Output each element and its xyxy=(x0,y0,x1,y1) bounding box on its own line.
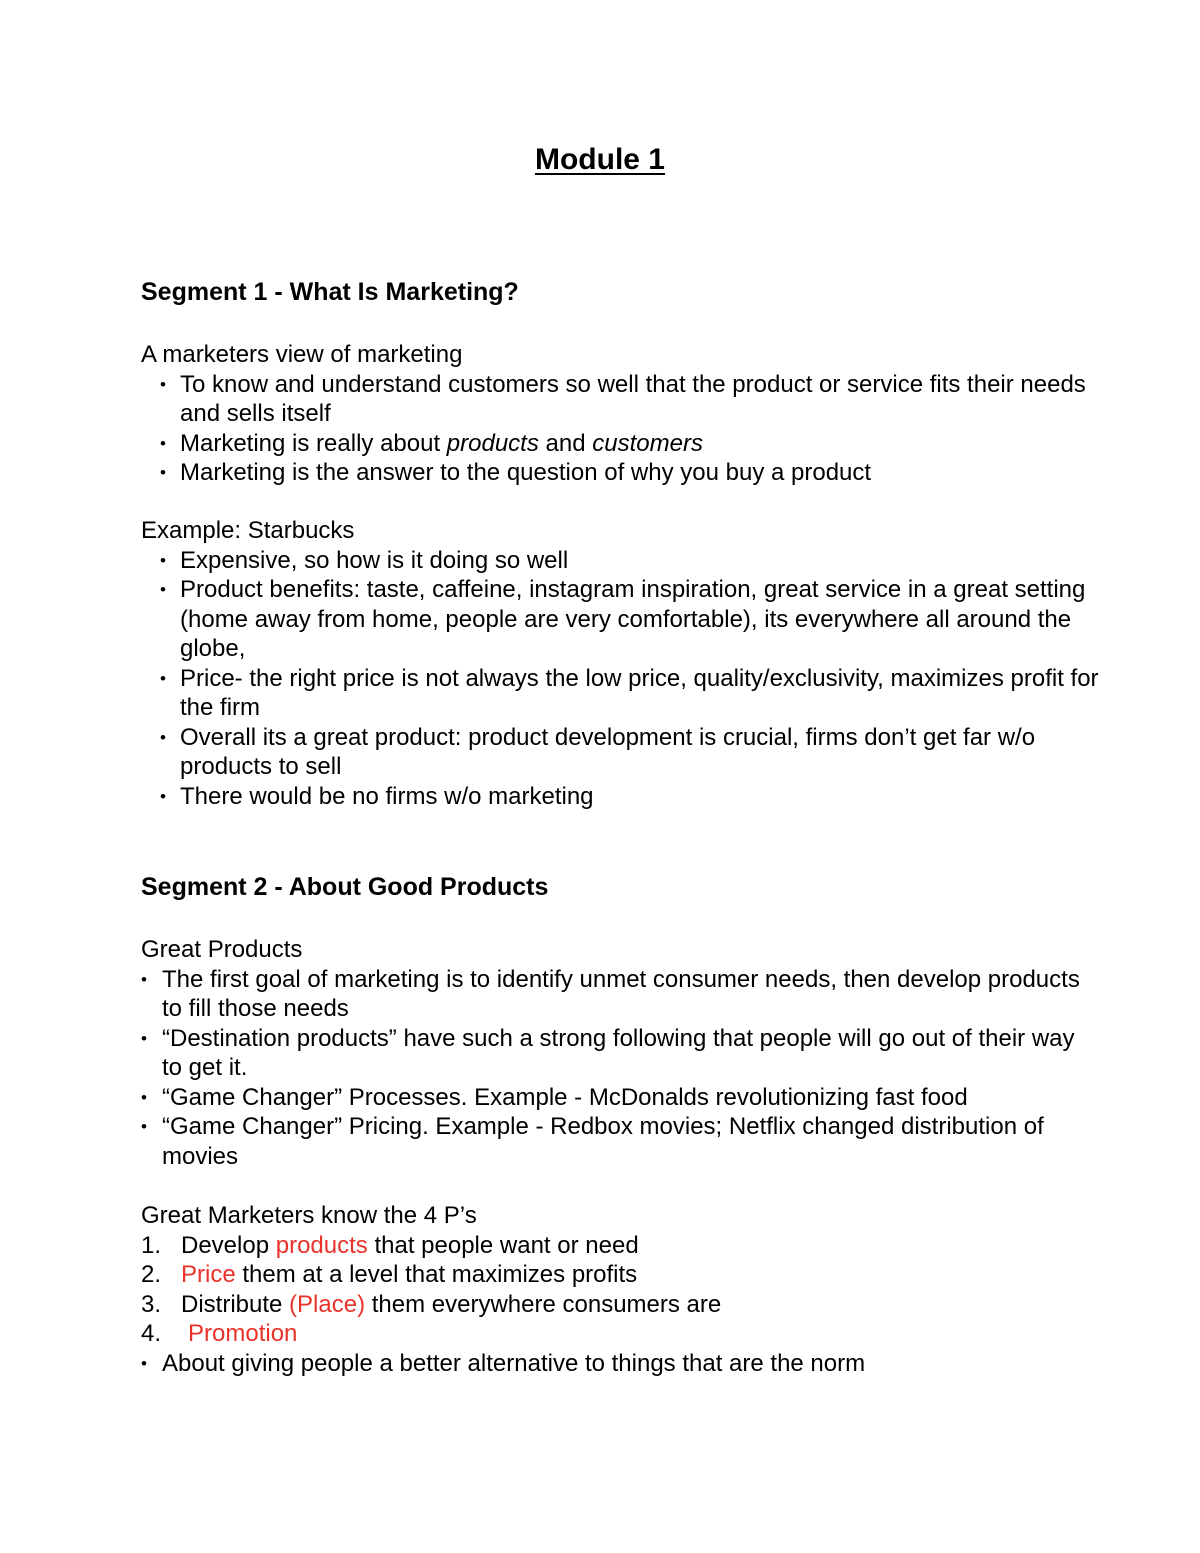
segment-1-group-2 xyxy=(141,516,1101,811)
bullet-icon: • xyxy=(160,580,166,599)
segment-2-group-2 xyxy=(141,1201,1101,1378)
list-item-text: To know and understand customers so well that the product or service fits their needs and sells itself xyxy=(180,370,1086,427)
segment-1-heading: Segment 1 - What Is Marketing? xyxy=(141,278,519,306)
bullet-list xyxy=(141,370,1101,488)
item-text: them everywhere consumers are xyxy=(365,1290,722,1318)
bullet-icon: • xyxy=(141,1353,147,1373)
bullet-icon: • xyxy=(141,1117,147,1136)
item-text: Develop xyxy=(181,1231,276,1259)
list-item xyxy=(141,1024,1101,1083)
item-number: 1. xyxy=(141,1231,162,1259)
numbered-item xyxy=(141,1290,1101,1320)
list-item-text: Expensive, so how is it doing so well xyxy=(180,546,569,574)
highlight-text: (Place) xyxy=(289,1290,366,1318)
list-item-text: “Destination products” have such a strong following that people will go out of their way to get it. xyxy=(162,1024,1075,1081)
item-text: Distribute xyxy=(181,1290,290,1318)
bullet-icon: • xyxy=(141,969,147,989)
list-item-text: Overall its a great product: product development is crucial, firms don’t get far w/o products to sell xyxy=(180,723,1036,780)
item-number: 2. xyxy=(141,1261,162,1288)
item-number: 4. xyxy=(141,1320,162,1347)
highlight-text: products xyxy=(275,1231,368,1259)
list-item xyxy=(160,458,1101,488)
lead-text: A marketers view of marketing xyxy=(141,341,463,368)
lead-text: Great Products xyxy=(141,936,303,963)
lead-text: Great Marketers know the 4 P’s xyxy=(141,1202,477,1229)
list-item-text: “Game Changer” Processes. Example - McDonalds revolutionizing fast food xyxy=(162,1083,968,1111)
segment-2-group-1 xyxy=(141,935,1101,1171)
list-item xyxy=(141,965,1101,1024)
list-item-text: Marketing is really about xyxy=(180,429,447,457)
bullet-icon: • xyxy=(160,374,166,394)
title-text: Module 1 xyxy=(534,143,665,176)
list-item xyxy=(160,723,1101,782)
bullet-list xyxy=(141,1349,1101,1379)
bullet-icon: • xyxy=(160,550,166,570)
item-text: that people want or need xyxy=(367,1231,639,1259)
list-item xyxy=(141,1083,1101,1113)
numbered-item xyxy=(141,1319,1101,1349)
bullet-icon: • xyxy=(160,786,166,806)
bullet-icon: • xyxy=(160,727,166,747)
bullet-icon: • xyxy=(160,433,166,453)
list-item-text: Price- the right price is not always the low price, quality/exclusivity, maximizes profit for the firm xyxy=(180,664,1099,721)
numbered-list xyxy=(141,1231,1101,1349)
bullet-list xyxy=(141,546,1101,812)
list-item xyxy=(160,575,1101,664)
list-item-text: “Game Changer” Pricing. Example - Redbox movies; Netflix changed distribution of movies xyxy=(162,1113,1044,1170)
bullet-icon: • xyxy=(160,463,166,482)
bullet-icon: • xyxy=(160,668,166,688)
list-item-text: Marketing is the answer to the question of why you buy a product xyxy=(180,459,872,486)
lead-text: Example: Starbucks xyxy=(141,517,355,544)
highlight-text: Price xyxy=(181,1261,236,1288)
list-item xyxy=(160,429,1101,459)
bullet-icon: • xyxy=(141,1028,147,1048)
list-item-text: About giving people a better alternative to things that are the norm xyxy=(162,1349,866,1377)
bullet-list xyxy=(141,965,1101,1172)
list-item-text: The first goal of marketing is to identify unmet consumer needs, then develop products to fill those needs xyxy=(162,965,1080,1022)
list-item-text: There would be no firms w/o marketing xyxy=(180,782,594,810)
list-item xyxy=(160,664,1101,723)
highlight-text: Promotion xyxy=(188,1320,298,1347)
item-number: 3. xyxy=(141,1290,162,1318)
list-item-text: Product benefits: taste, caffeine, instagram inspiration, great service in a great setting (home away from home, people are very comfortable), its everywhere all around the globe, xyxy=(180,576,1086,662)
item-text: them at a level that maximizes profits xyxy=(235,1261,638,1288)
segment-1-group-1 xyxy=(141,340,1101,488)
segment-2-heading: Segment 2 - About Good Products xyxy=(141,873,549,901)
list-item xyxy=(141,1112,1101,1171)
list-item xyxy=(160,546,1101,576)
list-item-text: and xyxy=(538,429,593,457)
emphasis-text: customers xyxy=(592,429,703,457)
numbered-item xyxy=(141,1231,1101,1261)
list-item xyxy=(141,1349,1101,1379)
numbered-item xyxy=(141,1260,1101,1290)
bullet-icon: • xyxy=(141,1087,147,1107)
list-item xyxy=(160,370,1101,429)
list-item xyxy=(160,782,1101,812)
page-title xyxy=(0,142,1200,178)
emphasis-text: products xyxy=(446,429,539,457)
